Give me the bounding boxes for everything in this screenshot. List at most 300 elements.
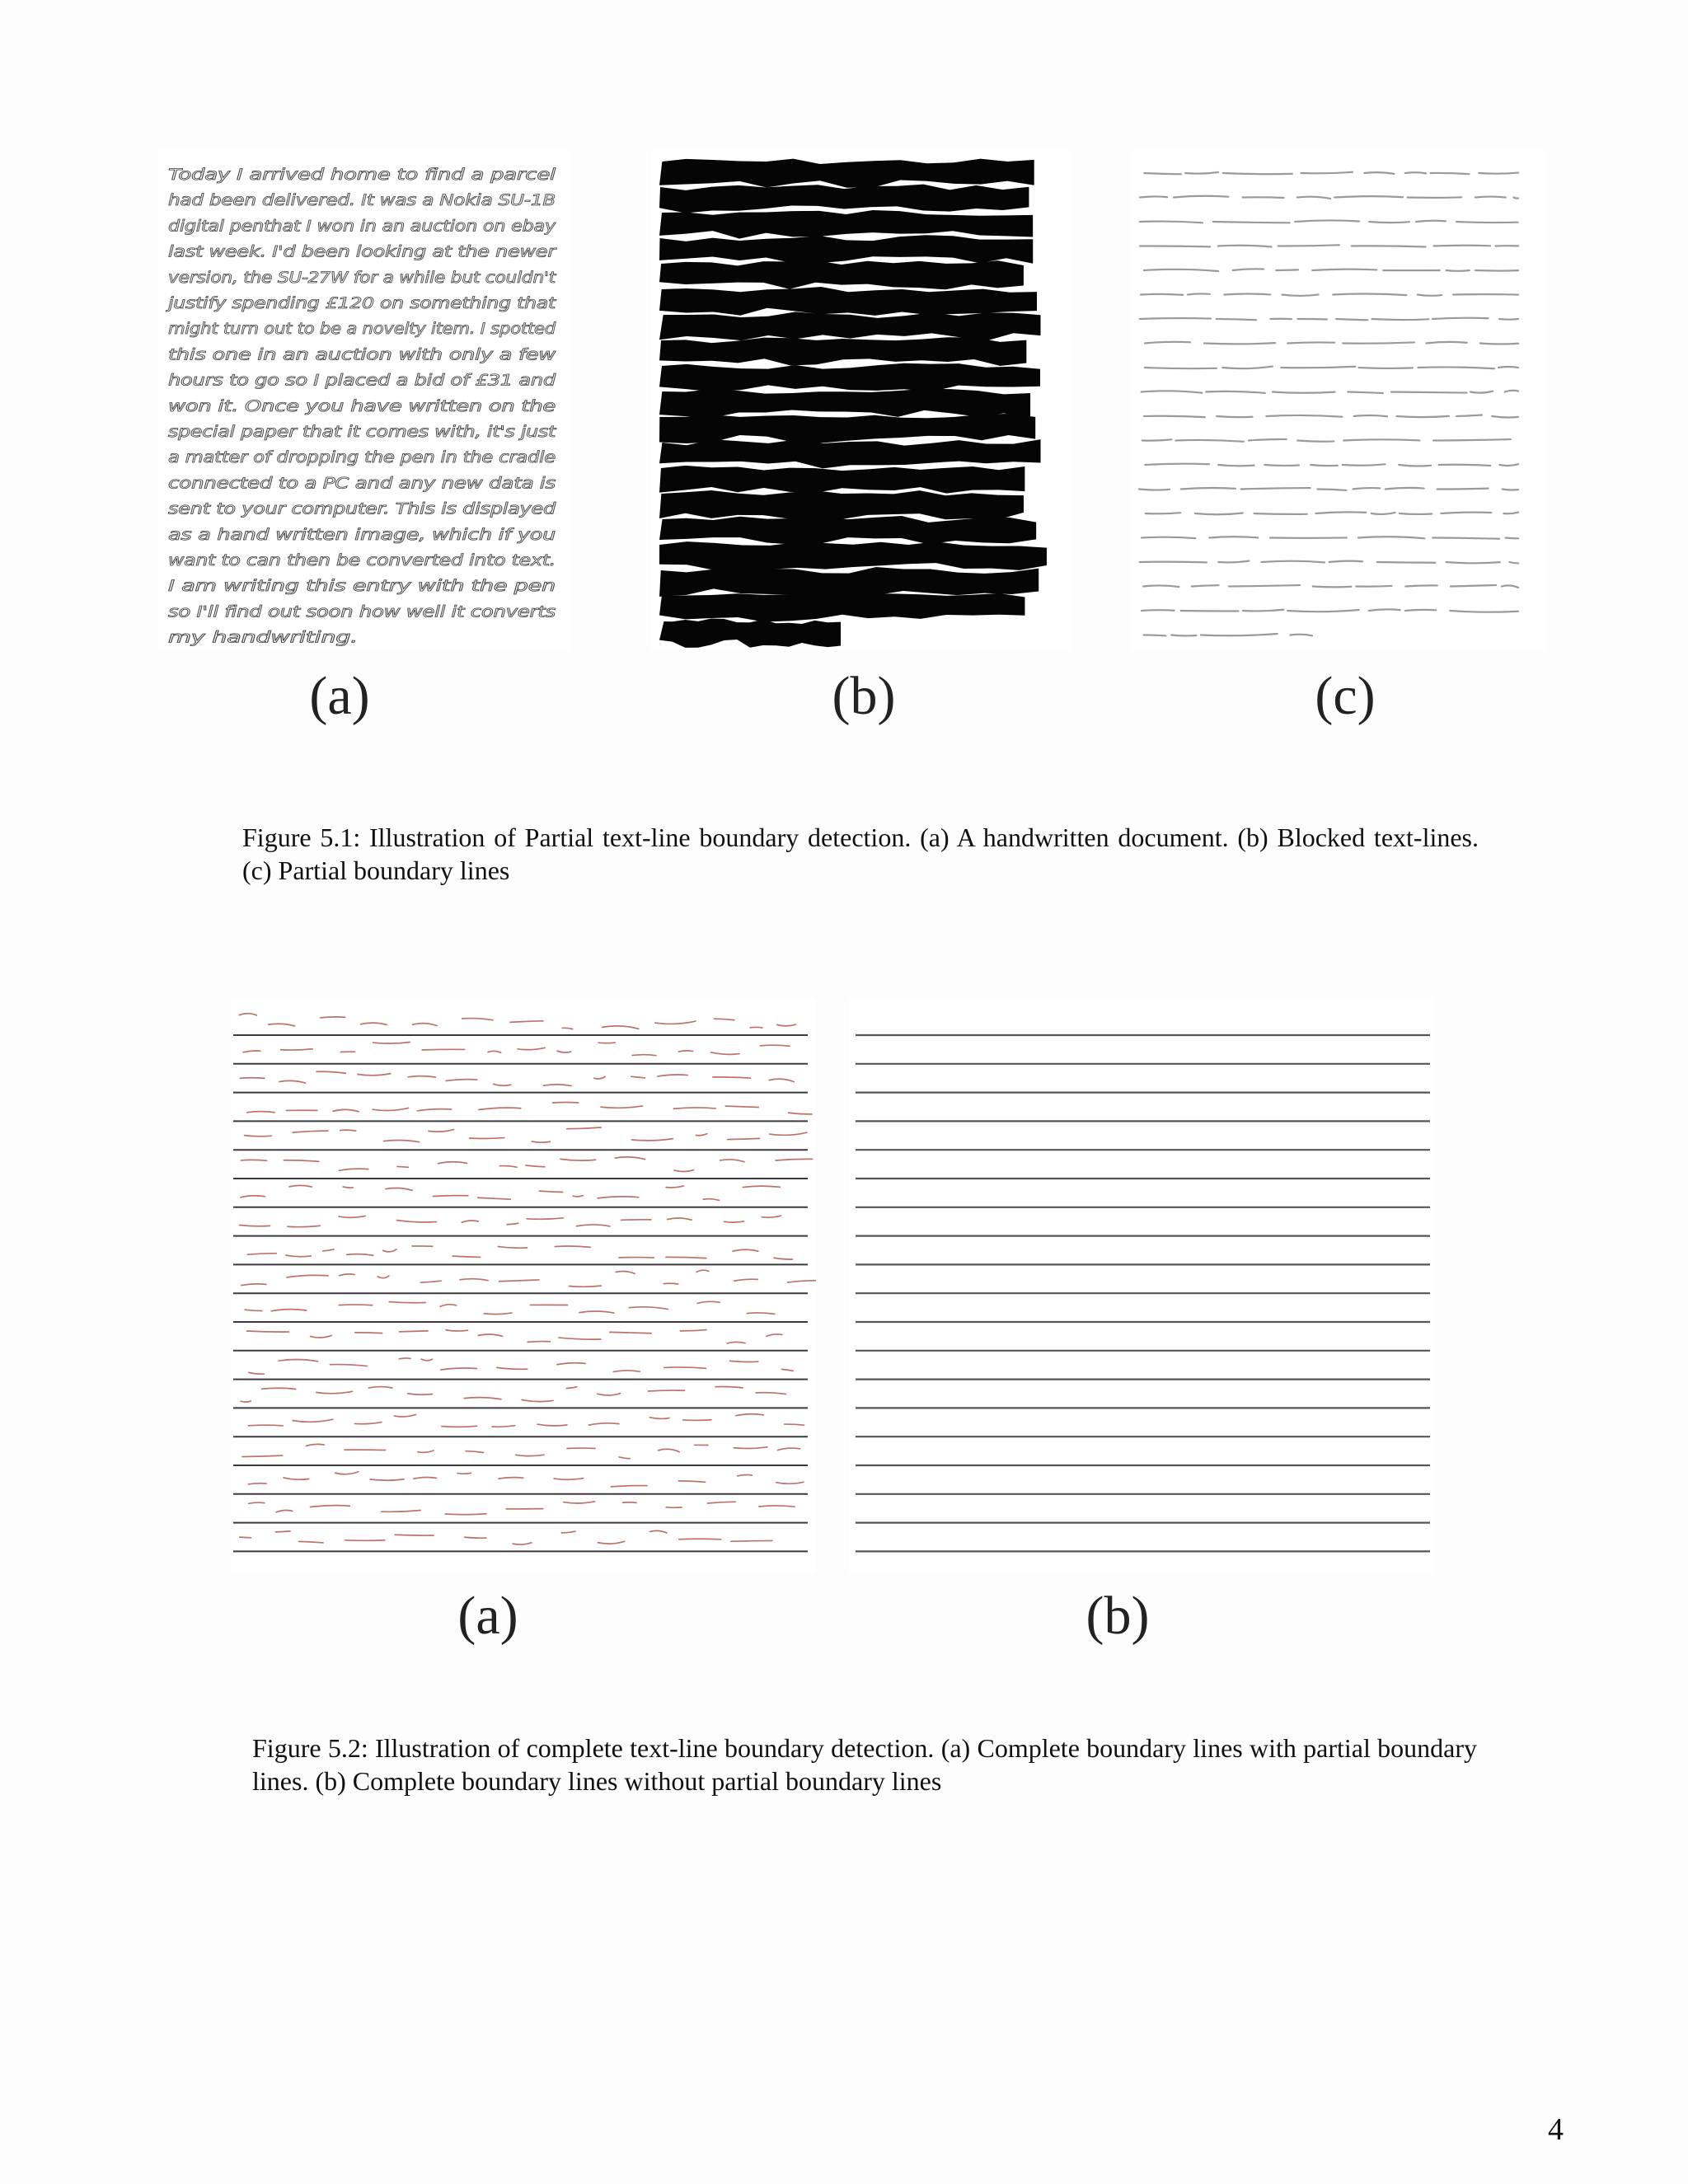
partial-boundary-segment: [659, 1449, 680, 1451]
figure-5-2-label-a: (a): [457, 1586, 518, 1646]
partial-boundary-segment: [446, 1080, 477, 1081]
partial-boundary-segment: [734, 1447, 767, 1449]
partial-boundary-segment: [611, 1486, 647, 1487]
partial-boundary-segment: [306, 1444, 324, 1446]
partial-boundary-segment: [241, 1196, 265, 1197]
partial-boundary-segment: [679, 1539, 721, 1540]
partial-boundary-segment: [245, 1136, 272, 1137]
partial-boundary-segment: [788, 1281, 816, 1282]
handwriting-line: digital penthat I won in an auction on ebay: [168, 218, 557, 236]
handwriting-line: hours to go so I placed a bid of £31 and: [168, 372, 556, 390]
complete-without-partial-image: [849, 997, 1434, 1574]
partial-boundary-segment: [598, 1394, 621, 1396]
partial-boundary-segment: [368, 1387, 392, 1388]
partial-boundary-segment: [1144, 173, 1181, 174]
partial-boundary-segment: [240, 1078, 265, 1079]
blocked-line: [659, 516, 1036, 545]
partial-boundary-segment: [339, 1216, 365, 1217]
partial-boundary-segment: [1181, 488, 1236, 489]
partial-boundary-segment: [339, 1169, 368, 1170]
partial-boundary-segment: [239, 1014, 256, 1015]
partial-boundary-segment: [284, 1478, 309, 1479]
partial-boundary-segment: [460, 1279, 488, 1281]
partial-boundary-segment: [287, 1275, 328, 1277]
partial-boundary-segment: [241, 1284, 266, 1286]
partial-boundary-segment: [1502, 585, 1518, 588]
partial-boundary-segment: [452, 1256, 480, 1257]
partial-boundary-segment: [1405, 610, 1436, 611]
partial-boundary-segment: [1175, 440, 1243, 442]
partial-boundary-segment: [631, 1139, 673, 1141]
partial-boundary-segment: [1140, 318, 1211, 319]
partial-boundary-segment: [1354, 415, 1387, 416]
partial-boundary-segment: [311, 1506, 350, 1507]
blocked-line: [659, 312, 1041, 340]
partial-boundary-segment: [557, 1363, 585, 1365]
partial-boundary-segment: [446, 1330, 468, 1331]
partial-boundary-segment: [666, 1186, 683, 1188]
figure-5-2-panel-a-boundaries-with-partial: [231, 997, 816, 1574]
partial-boundary-segment: [466, 1451, 483, 1453]
partial-boundary-segment: [389, 1302, 425, 1303]
partial-boundary-segment: [499, 1247, 528, 1249]
partial-boundary-segment: [1506, 538, 1518, 539]
partial-boundary-segment: [668, 1218, 692, 1220]
partial-boundary-segment: [1188, 293, 1210, 294]
handwriting-line: this one in an auction with only a few: [168, 346, 557, 364]
partial-boundary-segment: [560, 1159, 596, 1160]
partial-boundary-segment: [1213, 222, 1290, 223]
partial-boundary-segment: [649, 1418, 669, 1419]
handwriting-line: Today I arrived home to find a parcel: [168, 166, 557, 184]
partial-boundary-segment: [499, 1280, 539, 1282]
partial-boundary-segment: [552, 1103, 578, 1104]
partial-boundary-segment: [399, 1358, 410, 1359]
partial-boundary-segment: [715, 1019, 734, 1020]
partial-boundary-segment: [249, 1502, 265, 1503]
partial-boundary-segment: [510, 1021, 543, 1023]
figure-5-1-panel-c-partial-boundary-lines: [1131, 150, 1547, 651]
partial-boundary-segment: [414, 1478, 437, 1479]
partial-boundary-segment: [621, 1220, 651, 1221]
partial-boundary-segment: [767, 1334, 782, 1336]
partial-boundary-segment: [462, 1221, 478, 1222]
partial-boundary-segment: [703, 1199, 719, 1201]
partial-boundary-segment: [1439, 465, 1491, 466]
partial-boundary-segment: [532, 1141, 550, 1142]
partial-boundary-segment: [249, 1372, 264, 1374]
partial-boundary-segment: [562, 1028, 573, 1029]
partial-boundary-segment: [1266, 415, 1342, 417]
partial-boundary-segment: [354, 1422, 382, 1424]
partial-boundary-segment: [1243, 610, 1283, 612]
figure-5-1-label-a: (a): [309, 666, 370, 726]
partial-boundary-segment: [778, 1448, 800, 1450]
partial-boundary-segment: [1397, 416, 1449, 417]
partial-boundary-segment: [776, 1482, 804, 1483]
partial-boundary-segment: [1343, 342, 1414, 343]
handwriting-line: version, the SU-27W for a while but couldn't: [168, 269, 557, 287]
partial-boundary-segment: [243, 1051, 260, 1052]
partial-boundary-segment: [564, 1502, 595, 1503]
partial-boundary-segment: [1140, 562, 1207, 563]
partial-boundary-segment: [394, 1414, 415, 1417]
partial-boundary-segment: [246, 1331, 288, 1332]
partial-boundary-segment: [528, 1342, 550, 1343]
handwriting-line: a matter of dropping the pen in the cradle: [168, 449, 556, 467]
partial-boundary-segment: [1222, 367, 1273, 369]
partial-boundary-segment: [731, 1540, 772, 1541]
partial-boundary-segment: [776, 1159, 812, 1160]
blocked-line: [659, 593, 1025, 622]
partial-boundary-segment: [619, 1457, 630, 1459]
partial-boundary-segment: [492, 1426, 515, 1427]
partial-boundary-segment: [247, 1112, 274, 1113]
partial-boundary-segment: [1273, 392, 1334, 393]
partial-boundary-segment: [566, 1387, 577, 1389]
partial-boundary-segment: [655, 1021, 696, 1024]
partial-boundary-segment: [1433, 439, 1511, 440]
partial-boundary-segment: [507, 1223, 518, 1224]
partial-boundary-segment: [1447, 562, 1500, 563]
partial-boundary-segment: [1241, 488, 1311, 489]
partial-boundary-segment: [330, 1365, 367, 1366]
partial-boundary-segment: [762, 1216, 781, 1217]
partial-boundary-segment: [383, 1249, 396, 1252]
partial-boundary-segment: [1475, 270, 1518, 271]
partial-boundary-segment: [275, 1531, 290, 1532]
partial-boundary-segment: [1353, 488, 1381, 489]
partial-boundary-segment: [417, 1109, 451, 1111]
partial-boundary-segment: [281, 1049, 313, 1050]
partial-boundary-segment: [1192, 585, 1219, 586]
figure-5-1-label-b: (b): [832, 666, 896, 726]
partial-boundary-segment: [370, 1479, 404, 1480]
partial-boundary-segment: [708, 1502, 736, 1503]
partial-boundary-segment: [1356, 586, 1391, 587]
partial-boundary-segment: [1431, 173, 1470, 174]
partial-boundary-segment: [445, 1514, 486, 1515]
partial-boundary-segment: [1144, 416, 1205, 417]
partial-boundary-segment: [286, 1255, 311, 1257]
partial-boundary-segment: [442, 1426, 477, 1427]
blocked-line: [659, 235, 1033, 264]
partial-boundary-segment: [1142, 391, 1203, 392]
handwriting-line: won it. Once you have written on the: [168, 397, 556, 415]
partial-boundary-segment: [1171, 635, 1196, 636]
partial-boundary-segment: [1264, 465, 1299, 466]
partial-boundary-segment: [1206, 391, 1265, 393]
partial-boundary-segment: [269, 1024, 295, 1026]
partial-boundary-segment: [413, 1024, 437, 1026]
partial-boundary-segment: [557, 1051, 571, 1052]
partial-boundary-segment: [1405, 585, 1437, 586]
partial-boundary-segment: [1185, 172, 1218, 174]
partial-boundary-segment: [1315, 512, 1366, 513]
partial-boundary-segment: [1399, 465, 1431, 466]
partial-boundary-segment: [361, 1023, 387, 1024]
partial-boundary-segment: [715, 1386, 743, 1387]
partial-boundary-segment: [1140, 196, 1167, 197]
partial-boundary-segment: [733, 1249, 758, 1251]
partial-boundary-segment: [789, 1113, 812, 1114]
figure-5-2-panel-b-boundaries-without-partial: [849, 997, 1434, 1574]
partial-boundary-segment: [397, 1221, 437, 1222]
partial-boundary-segment: [680, 1330, 706, 1331]
partial-boundary-segment: [650, 1530, 667, 1533]
partial-boundary-segment: [1514, 198, 1518, 199]
partial-boundary-segment: [1377, 562, 1436, 563]
handwriting-line: as a hand written image, which if you: [168, 526, 556, 544]
partial-boundary-segment: [440, 1305, 456, 1306]
partial-boundary-segment: [457, 1473, 471, 1474]
partial-boundary-segment: [1181, 611, 1239, 612]
partial-boundary-segment: [1450, 611, 1518, 612]
partial-boundary-segment: [248, 1425, 283, 1426]
partial-boundary-segment: [1281, 367, 1355, 368]
partial-boundary-segment: [316, 1391, 353, 1393]
partial-boundary-segment: [497, 1367, 528, 1369]
figure-5-1-label-c: (c): [1315, 666, 1376, 726]
partial-boundary-segment: [1432, 538, 1499, 539]
partial-boundary-segment: [1195, 513, 1243, 514]
partial-boundary-segment: [262, 1388, 296, 1389]
partial-boundary-segment: [573, 1196, 583, 1197]
partial-boundary-segment: [603, 1026, 639, 1029]
partial-boundary-segment: [559, 1338, 601, 1339]
partial-boundary-segment: [759, 1506, 795, 1507]
partial-boundary-segment: [279, 1360, 318, 1361]
partial-boundary-segment: [1217, 319, 1256, 320]
partial-boundary-segment: [478, 1197, 511, 1199]
partial-boundary-segment: [555, 1246, 590, 1247]
partial-boundary-segment: [1295, 220, 1359, 222]
partial-boundary-segment: [666, 1257, 706, 1258]
partial-boundary-segment: [335, 1472, 359, 1474]
partial-boundary-segment: [750, 1027, 762, 1028]
partial-boundary-segment: [1408, 197, 1462, 198]
partial-boundary-segment: [1479, 173, 1518, 174]
partial-boundary-segment: [422, 1049, 465, 1050]
blocked-line: [659, 159, 1034, 188]
blocked-line: [659, 210, 1033, 239]
partial-boundary-segment: [1142, 610, 1175, 611]
partial-boundary-segment: [484, 1313, 512, 1315]
partial-boundary-segment: [1492, 416, 1518, 417]
handwriting-line: justify spending £120 on something that: [165, 295, 557, 312]
handwriting-line: connected to a PC and any new data is: [168, 475, 556, 493]
partial-boundary-segment: [678, 1481, 705, 1482]
partial-boundary-segment: [478, 1334, 502, 1336]
blocked-line: [659, 414, 1035, 443]
partial-boundary-segment: [340, 1130, 356, 1131]
partial-boundary-segment: [1140, 222, 1203, 223]
partial-boundary-segment: [1447, 270, 1470, 271]
partial-boundary-segment: [743, 1186, 780, 1187]
partial-boundary-segment: [1505, 391, 1518, 392]
partial-boundary-segment: [1282, 294, 1318, 296]
partial-boundary-segment: [774, 1258, 793, 1259]
figure-5-2-caption: Figure 5.2: Illustration of complete text-line boundary detection. (a) Complete boundary lines with partial boundary lines. (b) Complete boundary lines without partial boundary lines: [252, 1733, 1477, 1796]
partial-boundary-segment: [1145, 464, 1209, 465]
partial-boundary-segment: [567, 1127, 601, 1129]
partial-boundary-segment: [499, 1478, 523, 1479]
blocked-line: [659, 490, 1024, 520]
partial-boundary-segment: [421, 1359, 432, 1361]
partial-boundary-segment: [632, 1055, 656, 1056]
partial-boundary-segment: [1426, 342, 1466, 344]
partial-boundary-segment: [347, 1254, 373, 1256]
partial-boundary-segment: [1223, 173, 1292, 174]
partial-boundary-segment: [418, 1451, 434, 1452]
partial-boundary-segment: [299, 1541, 323, 1543]
partial-boundary-segment: [1243, 197, 1284, 198]
figure-5-1-caption: Figure 5.1: Illustration of Partial text-line boundary detection. (a) A handwritten document. (b) Blocked text-lines. (c) Partial boundary lines: [242, 823, 1479, 885]
blocked-line: [659, 439, 1041, 468]
partial-boundary-segment: [1348, 392, 1383, 393]
partial-boundary-segment: [554, 1479, 583, 1480]
partial-boundary-segment: [429, 1130, 453, 1132]
partial-boundary-segment: [1229, 585, 1300, 586]
partial-boundary-segment: [720, 1160, 744, 1162]
partial-boundary-segment: [373, 1108, 408, 1110]
partial-boundary-segment: [284, 1160, 319, 1162]
partial-boundary-segment: [499, 1166, 517, 1168]
partial-boundary-segment: [1249, 439, 1287, 441]
partial-boundary-segment: [316, 1071, 345, 1073]
partial-boundary-segment: [293, 1131, 328, 1132]
partial-boundary-segment: [747, 1313, 774, 1314]
blocked-line: [659, 619, 841, 648]
partial-boundary-segment: [240, 1537, 251, 1538]
partial-boundary-segment: [683, 1420, 711, 1421]
partial-boundary-segment: [1369, 222, 1409, 223]
blocked-line: [659, 567, 1039, 597]
partial-boundary-segment: [598, 1197, 639, 1198]
partial-boundary-segment: [377, 1276, 389, 1278]
partial-boundary-segment: [276, 1510, 293, 1511]
partial-boundary-segment: [736, 1414, 763, 1416]
page-number: 4: [1548, 2112, 1564, 2147]
partial-boundary-segment: [1391, 392, 1467, 393]
partial-boundary-segment: [1142, 439, 1172, 440]
complete-with-partial-image: [231, 997, 816, 1574]
partial-boundary-segment: [241, 1401, 251, 1402]
partial-boundary-segment: [756, 1393, 786, 1394]
blocked-line: [659, 287, 1037, 316]
partial-boundary-segment: [539, 1191, 563, 1192]
partial-boundary-segment: [631, 1076, 645, 1078]
partial-boundary-segment: [293, 1419, 333, 1422]
partial-boundary-segment: [271, 1310, 306, 1311]
partial-boundary-segment: [1475, 197, 1506, 198]
partial-boundary-segment: [1400, 513, 1432, 514]
partial-boundary-segment: [1343, 464, 1386, 465]
partial-boundary-segment: [1217, 416, 1252, 417]
partial-boundary-segment: [321, 1017, 345, 1018]
partial-boundary-segment: [769, 1079, 794, 1082]
partial-boundary-segment: [1224, 294, 1270, 295]
partial-boundary-segment: [1262, 561, 1325, 563]
partial-boundary-segment: [1451, 585, 1496, 586]
partial-boundary-segment: [1336, 319, 1367, 320]
partial-boundary-segment: [1312, 269, 1376, 270]
partial-boundary-segment: [522, 1399, 553, 1401]
partial-boundary-segment: [479, 1108, 521, 1109]
blocked-line: [659, 389, 1030, 418]
partial-boundary-segment: [384, 1141, 420, 1142]
partial-boundary-segment: [1343, 439, 1419, 440]
partial-boundary-segment: [345, 1540, 385, 1541]
blocked-line: [659, 185, 1029, 213]
partial-boundary-segment: [311, 1335, 332, 1338]
partial-boundary-segment: [408, 1076, 435, 1077]
partial-boundary-segment: [488, 1051, 500, 1052]
partial-boundary-segment: [462, 1019, 493, 1020]
partial-boundary-segment: [1301, 172, 1352, 174]
blocked-line: [659, 466, 1025, 494]
partial-boundary-segment: [678, 1051, 692, 1052]
partial-boundary-segment: [616, 1271, 635, 1273]
partial-boundary-segment: [594, 1076, 605, 1079]
partial-boundary-segment: [1456, 222, 1518, 223]
partial-boundary-segment: [1509, 562, 1518, 563]
partial-boundary-segment: [1334, 196, 1403, 197]
partial-boundary-segment: [1287, 342, 1334, 343]
partial-boundary-segment: [537, 1424, 567, 1426]
partial-boundary-segment: [438, 1162, 467, 1164]
figure-5-2-label-b: (b): [1085, 1586, 1150, 1646]
partial-boundary-segment: [1499, 464, 1518, 466]
partial-boundary-segment: [518, 1047, 545, 1049]
partial-boundary-segment: [248, 1483, 266, 1484]
handwriting-line: last week. I'd been looking at the newer: [168, 243, 558, 261]
partial-boundary-segment: [724, 1221, 744, 1222]
partial-boundary-segment: [289, 1185, 312, 1187]
handwriting-image: [158, 150, 570, 651]
partial-boundary-segment: [1432, 318, 1489, 319]
handwriting-line: so I'll find out soon how well it converts: [168, 603, 556, 621]
partial-boundary-segment: [340, 1274, 354, 1276]
partial-boundary-segment: [1278, 245, 1339, 246]
partial-boundary-segment: [738, 1474, 753, 1475]
partial-boundary-segment: [674, 1170, 694, 1172]
partial-boundary-segment: [465, 1537, 486, 1538]
partial-boundary-segment: [420, 1281, 441, 1282]
partial-boundary-segment: [358, 1074, 391, 1076]
partial-boundary-segment: [333, 1109, 359, 1111]
figure-5-1-panel-a-handwritten-document: [158, 150, 570, 651]
partial-boundary-segment: [1470, 391, 1493, 393]
partial-boundary-segment: [1145, 342, 1190, 344]
partial-boundary-segment: [579, 1311, 614, 1313]
partial-boundary-segment: [1174, 196, 1228, 198]
partial-boundary-segment: [399, 1331, 428, 1332]
handwriting-line: I am writing this entry with the pen: [168, 578, 556, 596]
partial-boundary-segment: [663, 1283, 678, 1284]
partial-boundary-segment: [1287, 610, 1359, 612]
partial-boundary-segment: [697, 1301, 720, 1303]
partial-boundary-segment: [664, 1367, 706, 1368]
partial-boundary-segment: [1405, 172, 1426, 173]
partial-boundary-segment: [601, 1106, 642, 1108]
partial-boundary-segment: [1218, 246, 1272, 247]
partial-boundary-segment: [658, 1075, 687, 1076]
partial-boundary-segment: [494, 1084, 511, 1085]
partial-boundary-segment: [1233, 269, 1264, 270]
blocked-line: [659, 337, 1026, 366]
partial-boundary-segment: [1313, 587, 1352, 588]
